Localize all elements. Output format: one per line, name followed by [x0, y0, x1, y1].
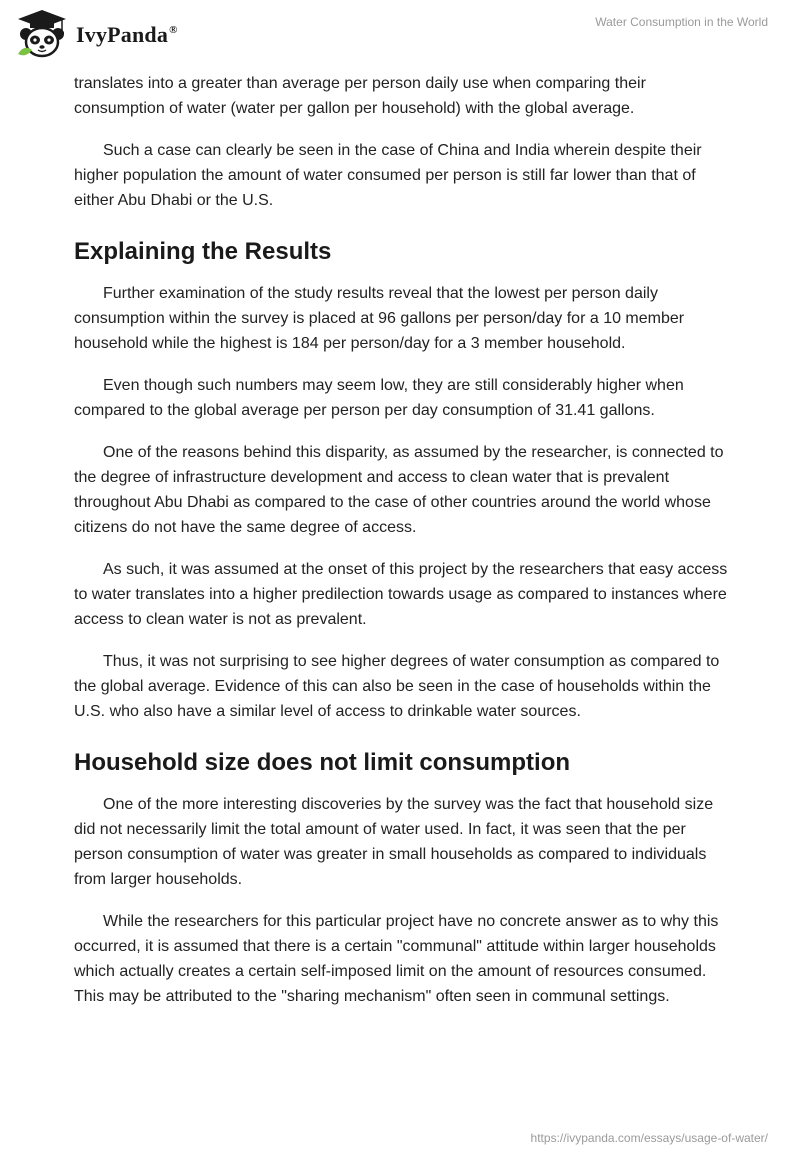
paragraph-china-india: Such a case can clearly be seen in the case of China and India wherein despite their higher population the amount of water consumed per person is still far lower than that of either Abu Dhabi or the U.S. [74, 142, 702, 209]
paragraph-household-1: One of the more interesting discoveries by the survey was the fact that household size did not necessarily limit the total amount of water used. In fact, it was seen that the per person consumption of water was greater in small households as compared to individuals from larger households. [74, 796, 714, 888]
heading-household-size: Household size does not limit consumption [74, 749, 571, 776]
paragraph-household-2: While the researchers for this particular project have no concrete answer as to why this occurred, it is assumed that there is a certain "communal" attitude within larger households which actually creates a certain self-imposed limit on the amount of resources consumed. This may be attributed to the "sharing mechanism" often seen in communal settings. [74, 913, 719, 1005]
paragraph-results-5: Thus, it was not surprising to see higher degrees of water consumption as compared to the global average. Evidence of this can also be seen in the case of households within the U.S. who also have a similar level of access to drinkable water sources. [74, 653, 720, 720]
paragraph-results-3: One of the reasons behind this disparity, as assumed by the researcher, is connected to the degree of infrastructure development and access to clean water that is prevalent throughout Abu Dhabi as compared to the case of other countries around the world whose citizens do not have the same degree of access. [74, 444, 724, 536]
paragraph-results-1: Further examination of the study results reveal that the lowest per person daily consumption within the survey is placed at 96 gallons per person/day for a 10 member household while the highest is 184 per person/day for a 3 member household. [74, 285, 685, 352]
paragraph-results-4: As such, it was assumed at the onset of this project by the researchers that easy access to water translates into a higher predilection towards usage as compared to instances where access to clean water is not as prevalent. [74, 561, 728, 628]
page-header [0, 0, 800, 70]
source-url-link[interactable]: https://ivypanda.com/essays/usage-of-water/ [530, 1131, 768, 1145]
heading-explaining-results: Explaining the Results [74, 238, 332, 265]
brand-logo[interactable] [14, 8, 178, 60]
essay-body [74, 71, 728, 1026]
registered-mark: ® [169, 24, 178, 36]
paragraph-intro-continued: translates into a greater than average per person daily use when comparing their consumption of water (water per gallon per household) with the global average. [74, 75, 646, 117]
running-title: Water Consumption in the World [595, 15, 768, 29]
brand-name-text: IvyPanda [76, 22, 169, 47]
paragraph-results-2: Even though such numbers may seem low, they are still considerably higher when compared to the global average per person per day consumption of 31.41 gallons. [74, 377, 684, 419]
brand-name [76, 22, 178, 48]
panda-graduate-icon [14, 8, 70, 60]
